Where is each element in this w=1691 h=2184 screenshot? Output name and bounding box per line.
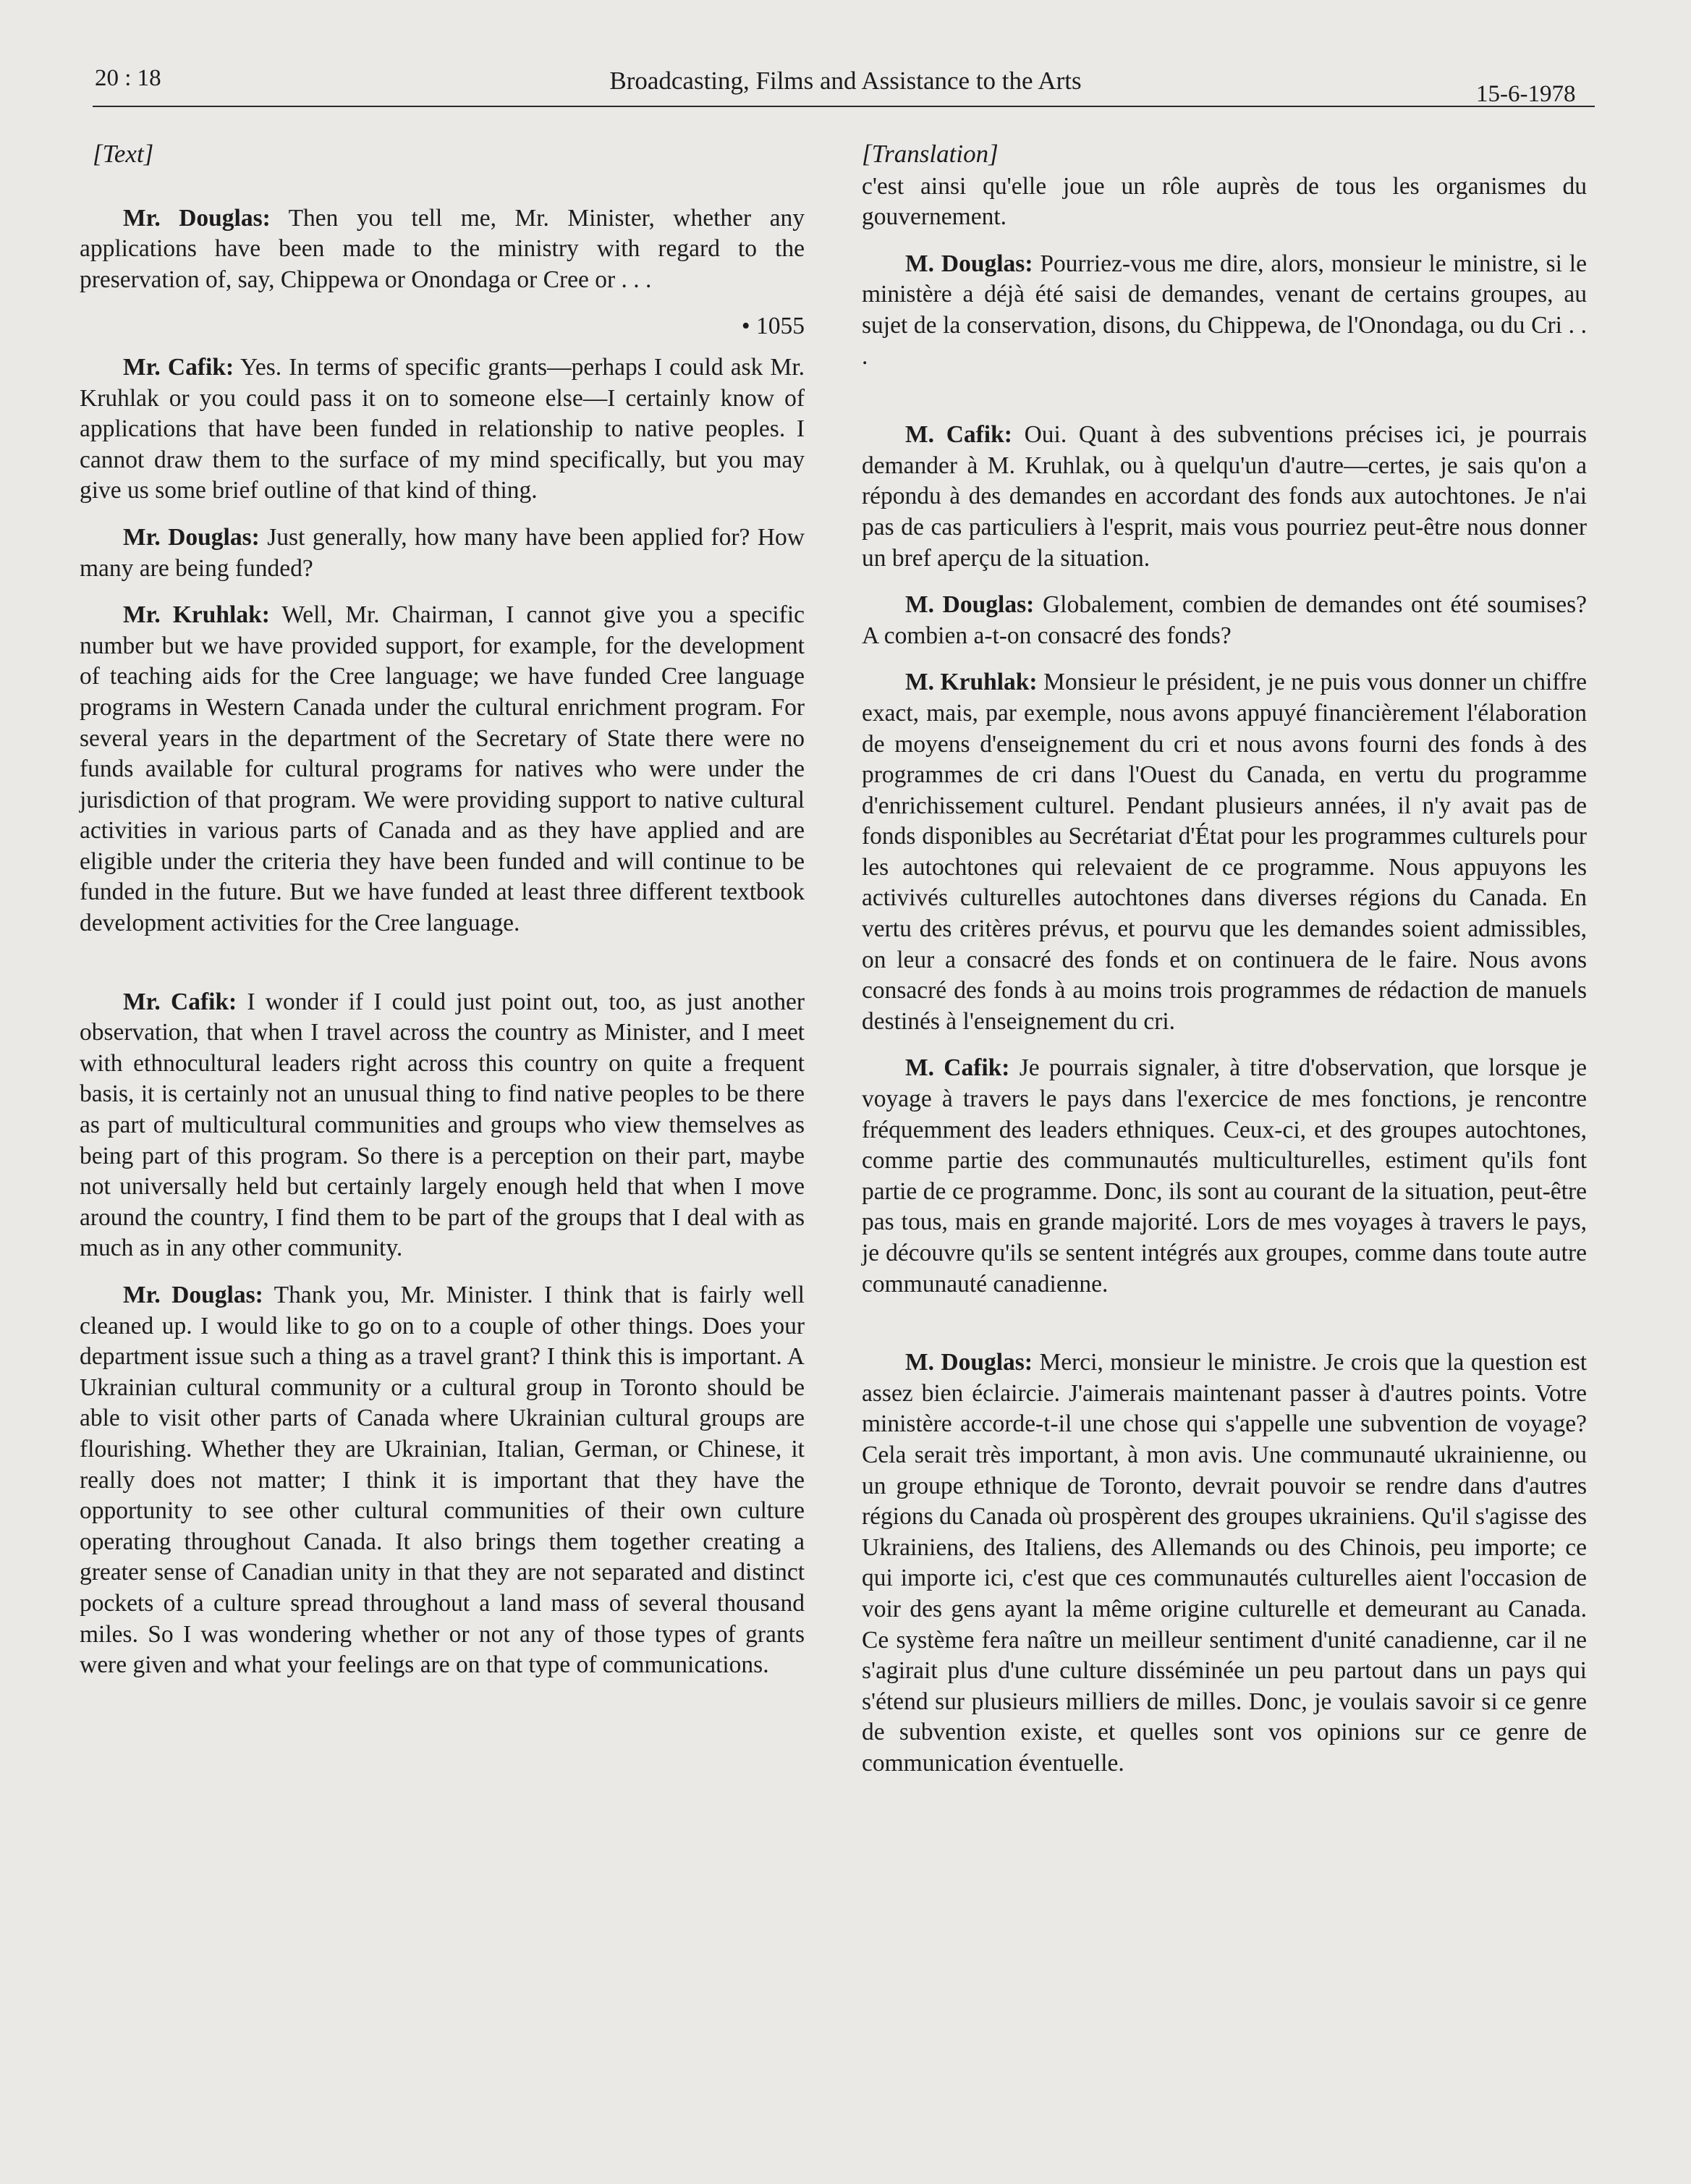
speech-paragraph [862,420,1587,574]
speech-paragraph [80,203,805,296]
speech-paragraph [80,987,805,1264]
speech-paragraph [862,1347,1587,1779]
left-column [80,139,805,1697]
speech-text: Pourriez-vous me dire, alors, monsieur le ministre, si le ministère a déjà été saisi de demandes, venant de certains groupes, au sujet de la conservation, disons, du Chippewa, de l'Onondaga, ou du Cri . . . [862,250,1587,370]
running-date: 15-6-1978 [1476,81,1576,107]
spacer [862,1316,1587,1347]
speech-paragraph [862,590,1587,651]
speech-text: Merci, monsieur le ministre. Je crois que la question est assez bien éclaircie. J'aimerais maintenant passer à d'autres points. Votre ministère accorde-t-il une chose qui s'appelle une subvention de voyage? Cela serait très important, à mon avis. Une communauté ukrainienne, ou un groupe ethnique de Toronto, devrait pouvoir se rendre dans d'autres régions du Canada où prospèrent des groupes ukrainiens. Qu'il s'agisse des Ukrainiens, des Italiens, des Allemands ou des Chinois, peu importe; ce qui importe ici, c'est que ces communautés culturelles aient l'occasion de voir des gens ayant la même origine culturelle et demeurant au Canada. Ce système fera naître un meilleur sentiment d'unité canadienne, car il ne s'agirait plus d'une culture disséminée un peu partout dans un pays qui s'étend sur plusieurs milliers de milles. Donc, je voulais savoir si ce genre de subvention existe, et quelles sont vos opinions sur ce genre de communication éventuelle. [862,1349,1587,1777]
speech-text: Je pourrais signaler, à titre d'observation, que lorsque je voyage à travers le pays dans l'exercice de mes fonctions, je rencontre fréquemment des leaders ethniques. Ceux-ci, et des groupes autochtones, comme partie des communautés multiculturelles, estiment qu'ils font partie de ce programme. Donc, ils sont au courant de la situation, peut-être pas tous, mais en grande majorité. Lors de mes voyages à travers le pays, je découvre qu'ils se sentent intégrés aux groupes, comme dans toute autre communauté canadienne. [862,1054,1588,1298]
spacer [862,388,1587,420]
speech-text: Just generally, how many have been applied for? How many are being funded? [80,523,805,582]
speaker-name: Mr. Douglas: [123,523,260,551]
page-number: 20 : 18 [95,65,161,91]
speech-text: Globalement, combien de demandes ont été soumises? A combien a-t-on consacré des fonds? [862,591,1587,649]
speech-paragraph [80,352,805,507]
time-marker: • 1055 [741,313,805,340]
speech-paragraph [862,1053,1587,1300]
speech-paragraph [80,522,805,584]
speaker-name: Mr. Cafik: [123,353,234,381]
speaker-name: Mr. Cafik: [123,988,237,1015]
column-tag-text: [Text] [93,140,154,168]
speaker-name: M. Douglas: [905,1349,1033,1376]
speech-text: Thank you, Mr. Minister. I think that is fairly well cleaned up. I would like to go on to a couple of other things. Does your department issue such a thing as a travel grant? I think this is important. A Ukrainian cultural community or a cultural group in Toronto should be able to visit other parts of Canada where Ukrainian cultural groups are flourishing. Whether they are Ukrainian, Italian, German, or Chinese, it really does not matter; I think it is important that they have the opportunity to see other cultural communities of their own culture operating throughout Canada. It also brings them together creating a greater sense of Canadian unity in that they are not separated and distinct pockets of a culture spread throughout a land mass of several thousand miles. So I was wondering whether or not any of those types of grants were given and what your feelings are on that type of communications. [80,1282,805,1679]
speaker-name: Mr. Douglas: [123,204,271,232]
continued-paragraph: c'est ainsi qu'elle joue un rôle auprès de tous les organismes du gouvernement. [862,172,1587,231]
column-tag-translation: [Translation] [862,140,999,168]
speech-text: Then you tell me, Mr. Minister, whether any applications have been made to the ministry with regard to the preservation of, say, Chippewa or Onondaga or Cree or . . . [80,204,805,293]
speaker-name: M. Kruhlak: [905,669,1038,696]
speech-paragraph [80,1280,805,1681]
speaker-name: Mr. Douglas: [123,1282,263,1308]
speaker-name: M. Douglas: [905,591,1035,619]
speech-text: Oui. Quant à des subventions précises ici, je pourrais demander à M. Kruhlak, ou à quelqu'un d'autre—certes, je sais qu'on a répondu à des demandes en accordant des fonds aux autochtones. Je n'ai pas de cas particuliers à l'esprit, mais vous pourriez peut-être nous donner un bref aperçu de la situation. [862,421,1587,572]
speaker-name: Mr. Kruhlak: [123,601,270,629]
speech-text: Monsieur le président, je ne puis vous donner un chiffre exact, mais, par exemple, nous avons appuyé financièrement l'élaboration de moyens d'enseignement du cri et nous avons fourni des fonds à des programmes de cri dans l'Ouest du Canada, en vertu du programme d'enrichissement culturel. Pendant plusieurs années, il n'y avait pas de fonds disponibles au Secrétariat d'État pour les programmes culturels pour les autochtones qui relevaient de ce programme. Nous appuyons les activivés culturelles autochtones dans diverses régions du Canada. En vertu des critères prévus, et pourvu que les demandes soient admissibles, on leur a consacré des fonds et on continuera de le faire. Nous avons consacré des fonds à au moins trois programmes de rédaction de manuels destinés à l'enseignement du cri. [862,669,1588,1035]
header-rule [93,106,1595,107]
right-column [862,139,1587,1795]
speech-paragraph [862,667,1587,1037]
speech-paragraph [80,600,805,939]
speaker-name: M. Cafik: [905,1054,1010,1082]
speech-text: Well, Mr. Chairman, I cannot give you a specific number but we have provided support, for example, for the development of teaching aids for the Cree language; we have funded Cree language programs in Western Canada under the cultural enrichment program. For several years in the department of the Secretary of State there were no funds available for cultural programs for natives who were under the jurisdiction of that program. We were providing support to native cultural activities in various parts of Canada and as they have applied and are eligible under the criteria they have been funded and will continue to be funded in the future. But we have funded at least three different textbook development activities for the Cree language. [80,601,805,937]
speech-text: I wonder if I could just point out, too, as just another observation, that when I travel across the country as Minister, and I meet with ethnocultural leaders right across this country on quite a frequent basis, it is certainly not an unusual thing to find native peoples to be there as part of multicultural communities and groups who view themselves as being part of this program. So there is a perception on their part, maybe not universally held but certainly largely enough held that when I move around the country, I find them to be part of the groups that I deal with as much as in any other community. [80,988,805,1262]
speaker-name: M. Cafik: [905,421,1012,449]
speech-text: Yes. In terms of specific grants—perhaps I could ask Mr. Kruhlak or you could pass it on to someone else—I certainly know of applications that have been funded in relationship to native peoples. I cannot draw them to the surface of my mind specifically, but you may give us some brief outline of that kind of thing. [80,353,805,504]
running-title: Broadcasting, Films and Assistance to the Arts [609,67,1082,95]
speech-paragraph [862,249,1587,372]
spacer [80,955,805,987]
speaker-name: M. Douglas: [905,250,1033,277]
